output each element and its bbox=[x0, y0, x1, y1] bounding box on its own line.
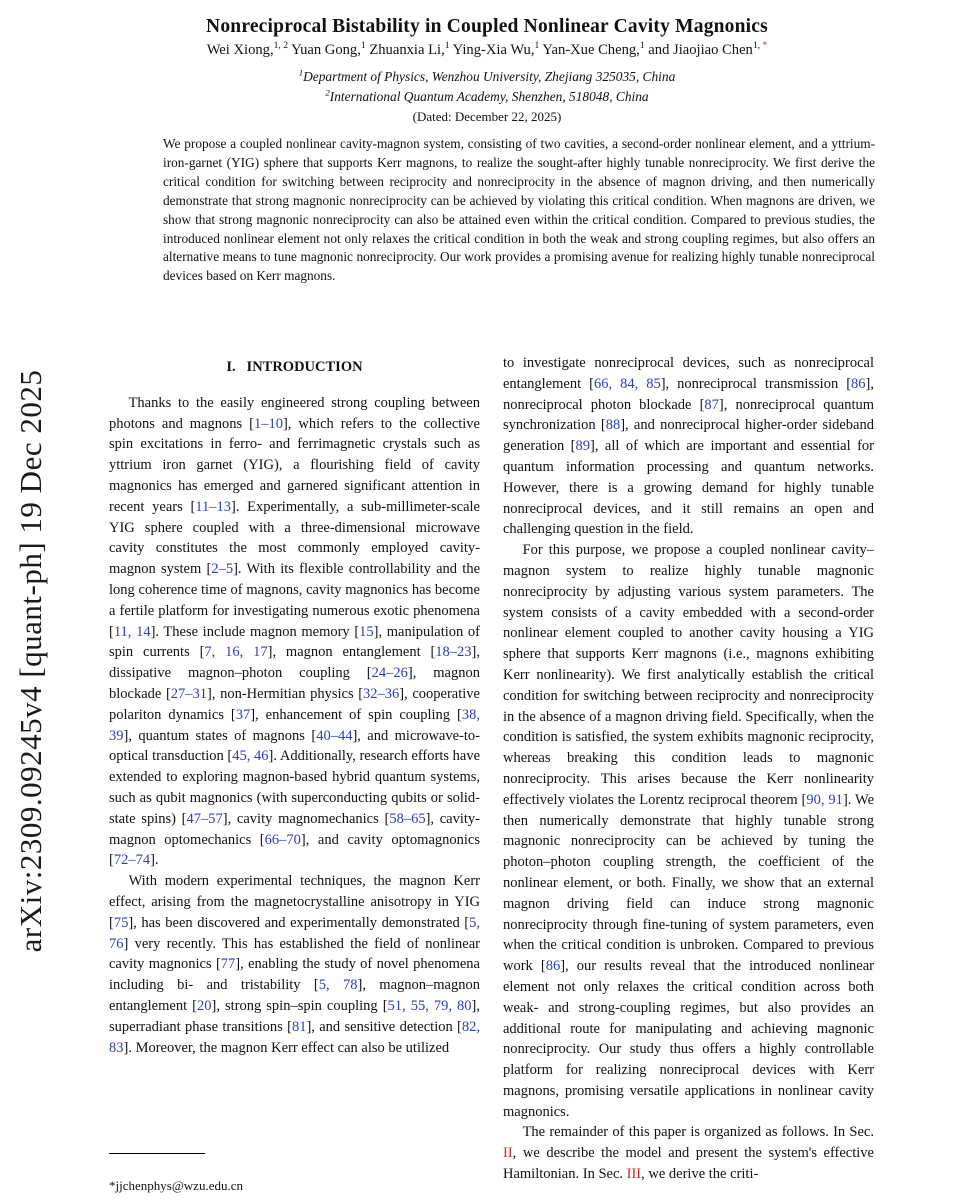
citation-link[interactable]: 51, 55, 79, 80 bbox=[387, 997, 472, 1014]
citation-link[interactable]: 1–10 bbox=[253, 415, 283, 432]
citation-link[interactable]: 82, 83 bbox=[109, 1018, 481, 1056]
right-column bbox=[503, 353, 874, 1185]
citation-link[interactable]: 5, 76 bbox=[109, 914, 480, 952]
citation-link[interactable]: 66–70 bbox=[264, 831, 301, 848]
citation-link[interactable]: 86 bbox=[851, 375, 866, 392]
citation-link[interactable]: 27–31 bbox=[170, 685, 208, 702]
citation-link[interactable]: 47–57 bbox=[186, 810, 223, 827]
citation-link[interactable]: 88 bbox=[605, 417, 621, 434]
paper-title: Nonreciprocal Bistability in Coupled Nonlinear Cavity Magnonics bbox=[206, 16, 768, 38]
dated-line: (Dated: December 22, 2025) bbox=[412, 109, 562, 124]
left-column bbox=[109, 353, 480, 1058]
citation-link[interactable]: 45, 46 bbox=[232, 748, 269, 765]
intro-paragraph-2: With modern experimental techniques, the magnon Kerr effect, arising from the magnetocrystalline anisotropy in YIG [75], has been discovered and experimentally demonstrated [5, 76] very recently. This has established the field of nonlinear cavity magnonics [77], enabling the study of novel phenomena including bi- and tristability [5, 78], magnon–magnon entanglement [20], strong spin–spin coupling [51, 55, 79, 80], superradiant phase transitions [81], and sensitive detection [82, 83]. Moreover, the magnon Kerr effect can also be utilized bbox=[109, 873, 481, 1056]
citation-link[interactable]: 11–13 bbox=[195, 498, 231, 515]
intro-paragraph-3: to investigate nonreciprocal devices, such as nonreciprocal entanglement [66, 84, 85], nonreciprocal transmission [86], nonreciprocal photon blockade [87], nonreciprocal quantum synchronization [88], and nonreciprocal higher-order sideband generation [89], all of which are important and essential for quantum information processing and quantum networks. However, there is a growing demand for highly tunable nonreciprocal devices, and it still remains an open and challenging question in the field. bbox=[503, 355, 875, 538]
citation-link[interactable]: 58–65 bbox=[389, 810, 426, 827]
citation-link[interactable]: 75 bbox=[113, 914, 129, 931]
citation-link[interactable]: 89 bbox=[575, 438, 590, 455]
citation-link[interactable]: 81 bbox=[291, 1018, 307, 1035]
citation-link[interactable]: 86 bbox=[545, 958, 561, 975]
citation-link[interactable]: 24–26 bbox=[371, 665, 408, 682]
citation-link[interactable]: 18–23 bbox=[435, 644, 472, 661]
intro-paragraph-5: The remainder of this paper is organized as follows. In Sec. II, we describe the model and present the system's effective Hamiltonian. In Sec. III, we derive the criti- bbox=[503, 1124, 874, 1183]
citation-link[interactable]: 37 bbox=[235, 706, 251, 723]
citation-link[interactable]: 5, 78 bbox=[318, 977, 358, 994]
citation-link[interactable]: 11, 14 bbox=[113, 623, 151, 640]
citation-link[interactable]: 32–36 bbox=[363, 685, 400, 702]
corresponding-author-mark[interactable]: * bbox=[762, 40, 768, 52]
footnote-rule bbox=[109, 1153, 205, 1154]
intro-paragraph-4: For this purpose, we propose a coupled nonlinear cavity–magnon system to realize highly tunable magnonic nonreciprocity by adjusting various system parameters. The system consists of a cavity embedded with a second-order nonlinear element coupled to another cavity housing a YIG sphere that supports Kerr magnons (i.e., magnons exhibiting Kerr nonlinearity). We first analytically establish the critical condition for switching between reciprocity and nonreciprocity in the absence of a magnon driving field. Specifically, when the condition is satisfied, the system exhibits magnonic reciprocity, whereas breaking this condition leads to magnonic nonreciprocity. This arises because the Kerr nonlinearity effectively violates the Lorentz reciprocal theorem [90, 91]. We then numerically demonstrate that highly tunable strong magnonic nonreciprocity can be achieved by tuning the photon–photon coupling strength, the coefficient of the nonlinear element, or both. Finally, we show that an external magnon driving field can induce strong magnonic nonreciprocity through fine-tuning of system parameters, even when the critical condition is unbroken. Compared to previous work [86], our results reveal that the introduced nonlinear element not only relaxes the critical condition across both weak- and strong-coupling regimes, but also provides an additional route for manipulating and achieving magnonic nonreciprocity. Our study thus offers a highly controllable platform for realizing nonreciprocal devices with Kerr magnons, promising versatile applications in nonlinear cavity magnonics. bbox=[503, 542, 875, 1120]
citation-link[interactable]: 7, 16, 17 bbox=[204, 644, 268, 661]
corresponding-author-email[interactable]: *jjchenphys@wzu.edu.cn bbox=[109, 1178, 243, 1193]
affiliation-2: $^2$International Quantum Academy, Shenzhen, 518048, China bbox=[325, 87, 649, 104]
section-ref-link[interactable]: II bbox=[503, 1145, 513, 1162]
section-ref-link[interactable]: III bbox=[626, 1166, 642, 1183]
citation-link[interactable]: 72–74 bbox=[113, 852, 151, 869]
citation-link[interactable]: 77 bbox=[220, 956, 236, 973]
citation-link[interactable]: 66, 84, 85 bbox=[593, 375, 661, 392]
citation-link[interactable]: 15 bbox=[359, 623, 374, 640]
section-heading-introduction: I. INTRODUCTION bbox=[226, 359, 363, 375]
citation-link[interactable]: 87 bbox=[704, 396, 719, 413]
citation-link[interactable]: 38, 39 bbox=[109, 706, 480, 744]
citation-link[interactable]: 20 bbox=[196, 997, 212, 1014]
citation-link[interactable]: 90, 91 bbox=[806, 791, 843, 808]
abstract: We propose a coupled nonlinear cavity-magnon system, consisting of two cavities, a second-order nonlinear element, and a yttrium-iron-garnet (YIG) sphere that supports Kerr magnons, to realize the sought-after highly tunable nonreciprocity. We first derive the critical condition for switching between reciprocity and nonreciprocity in the absence of magnon driving, and then numerically demonstrate that strong magnonic nonreciprocity can be achieved by violating this critical condition. When magnons are driven, we show that strong magnonic nonreciprocity can also be attained even within the critical condition. Compared to previous studies, the introduced nonlinear element not only relaxes the critical condition in both the weak and strong coupling regimes, but also offers an alternative means to tune magnonic nonreciprocity. Our work provides a promising avenue for realizing highly tunable nonreciprocal devices based on Kerr magnons. bbox=[163, 136, 875, 284]
affiliation-1: $^1$Department of Physics, Wenzhou University, Zhejiang 325035, China bbox=[298, 67, 676, 84]
citation-link[interactable]: 40–44 bbox=[316, 727, 353, 744]
arxiv-sidebar-label: arXiv:2309.09245v4 [quant-ph] 19 Dec 2025 bbox=[13, 369, 48, 953]
authors-line: Wei Xiong,$^{1, 2}$ Yuan Gong,$^1$ Zhuanxia Li,$^1$ Ying-Xia Wu,$^1$ Yan-Xue Cheng,$^1$ and Jiaojiao Chen$^{1, *}$ bbox=[206, 40, 768, 58]
citation-link[interactable]: 2–5 bbox=[211, 561, 234, 578]
intro-paragraph-1: Thanks to the easily engineered strong coupling between photons and magnons [1–10], which refers to the collective spin excitations in ferro- and ferrimagnetic crystals such as yttrium iron garnet (YIG), a flourishing field of cavity magnonics has emerged and garnered significant attention in recent years [11–13]. Experimentally, a sub-millimeter-scale YIG sphere coupled with a three-dimensional microwave cavity constitutes the most commonly employed cavity-magnon system [2–5]. With its flexible controllability and the long coherence time of magnons, cavity magnonics has become a fertile platform for investigating numerous exotic phenomena [11, 14]. These include magnon memory [15], manipulation of spin currents [7, 16, 17], magnon entanglement [18–23], dissipative magnon–photon coupling [24–26], magnon blockade [27–31], non-Hermitian physics [32–36], cooperative polariton dynamics [37], enhancement of spin coupling [38, 39], quantum states of magnons [40–44], and microwave-to-optical transduction [45, 46]. Additionally, research efforts have extended to exploring magnon-based hybrid quantum systems, such as qubit magnonics (with superconducting qubits or solid-state spins) [47–57], cavity magnomechanics [58–65], cavity-magnon optomechanics [66–70], and cavity optomagnonics [72–74]. bbox=[109, 394, 481, 869]
